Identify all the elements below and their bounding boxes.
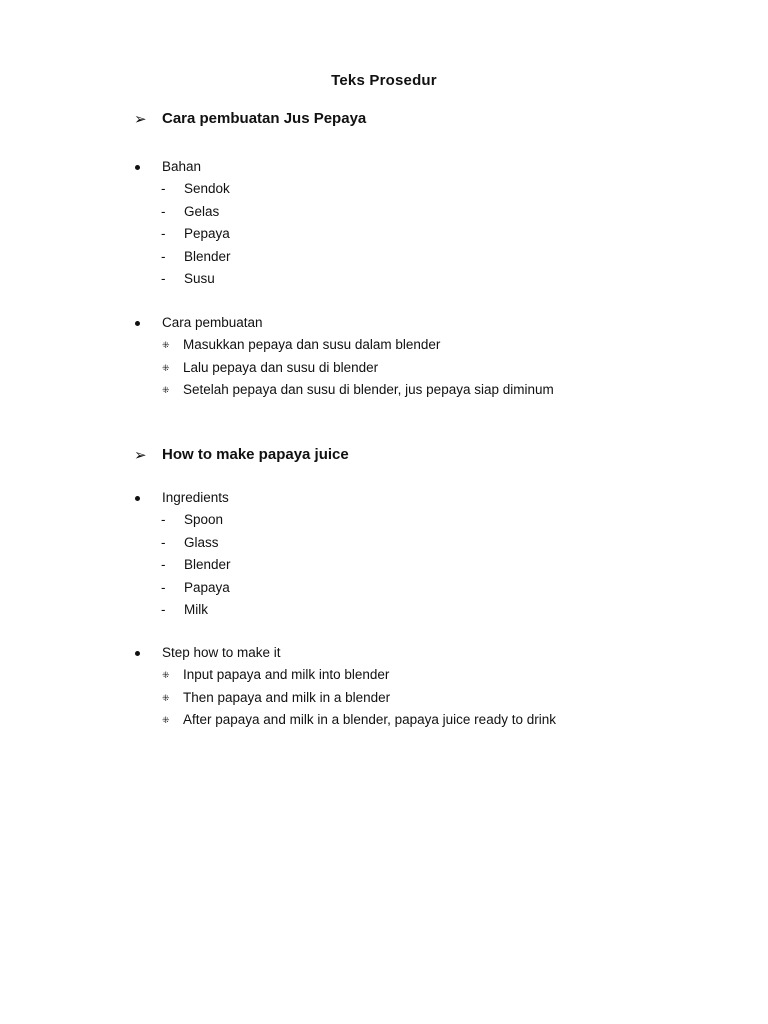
list-item-label: Sendok [184,181,230,196]
list-item [0,248,768,271]
list-item-label: Glass [184,534,219,550]
arrow-bullet-icon: ➢ [134,111,147,128]
list-item [0,556,768,579]
document-title: Teks Prosedur [331,72,437,89]
star-marker-icon: ⁜ [162,692,170,703]
list-item [0,666,768,689]
list-item-label: Blender [184,557,231,572]
bullet-label: Cara pembuatan [162,315,263,330]
dash-marker: - [161,557,166,572]
list-item [0,579,768,602]
list-item-label: Spoon [184,512,224,527]
list-item [0,711,768,734]
list-item [0,534,768,557]
star-marker-icon: ⁜ [162,670,170,680]
star-marker-icon: ⁜ [162,362,170,373]
bullet-dot-icon [135,165,140,170]
list-item-label: Then papaya and milk in a blender [183,689,391,705]
star-marker-icon: ⁜ [162,715,170,725]
list-item [0,180,768,203]
star-marker-icon: ⁜ [162,340,170,350]
section-heading: Cara pembuatan Jus Pepaya [162,110,367,127]
bullet-label: Step how to make it [162,645,281,660]
list-item-label: Blender [184,248,231,264]
list-item [0,359,768,382]
bullet-item [0,158,768,180]
list-item [0,336,768,359]
list-item-label: Susu [184,271,215,286]
bullet-dot-icon [135,321,140,326]
bullet-item [0,314,768,336]
group-ingredients [0,489,768,624]
list-item-label: Gelas [184,203,220,219]
bullet-label: Bahan [162,159,202,174]
section-indonesian [0,110,768,132]
list-item-label: Lalu pepaya dan susu di blender [183,359,379,375]
list-item-label: Masukkan pepaya dan susu dalam blender [183,337,441,352]
dash-marker: - [161,602,166,617]
bullet-label: Ingredients [162,490,229,505]
list-item-label: Milk [184,602,208,617]
section-heading-row [0,446,768,468]
list-item [0,689,768,712]
section-heading: How to make papaya juice [162,446,349,463]
dash-marker: - [161,226,166,241]
list-item-label: Pepaya [184,226,230,241]
list-item [0,225,768,248]
bullet-dot-icon [135,496,140,501]
star-marker-icon: ⁜ [162,385,170,395]
list-item-label: After papaya and milk in a blender, papaya juice ready to drink [183,712,556,727]
group-bahan [0,158,768,293]
dash-marker: - [161,203,166,219]
list-item [0,601,768,624]
list-item [0,511,768,534]
dash-marker: - [161,512,166,527]
dash-marker: - [161,579,166,595]
bullet-dot-icon [135,651,140,656]
group-steps [0,644,768,734]
section-heading-row [0,110,768,132]
dash-marker: - [161,248,166,264]
group-cara-pembuatan [0,314,768,404]
list-item [0,381,768,404]
list-item-label: Setelah pepaya dan susu di blender, jus pepaya siap diminum [183,382,554,397]
bullet-item [0,489,768,511]
list-item [0,270,768,293]
list-item-label: Papaya [184,579,230,595]
dash-marker: - [161,534,166,550]
list-item [0,203,768,226]
section-english [0,446,768,468]
arrow-bullet-icon: ➢ [134,447,147,464]
dash-marker: - [161,271,166,286]
bullet-item [0,644,768,666]
list-item-label: Input papaya and milk into blender [183,667,390,682]
dash-marker: - [161,181,166,196]
